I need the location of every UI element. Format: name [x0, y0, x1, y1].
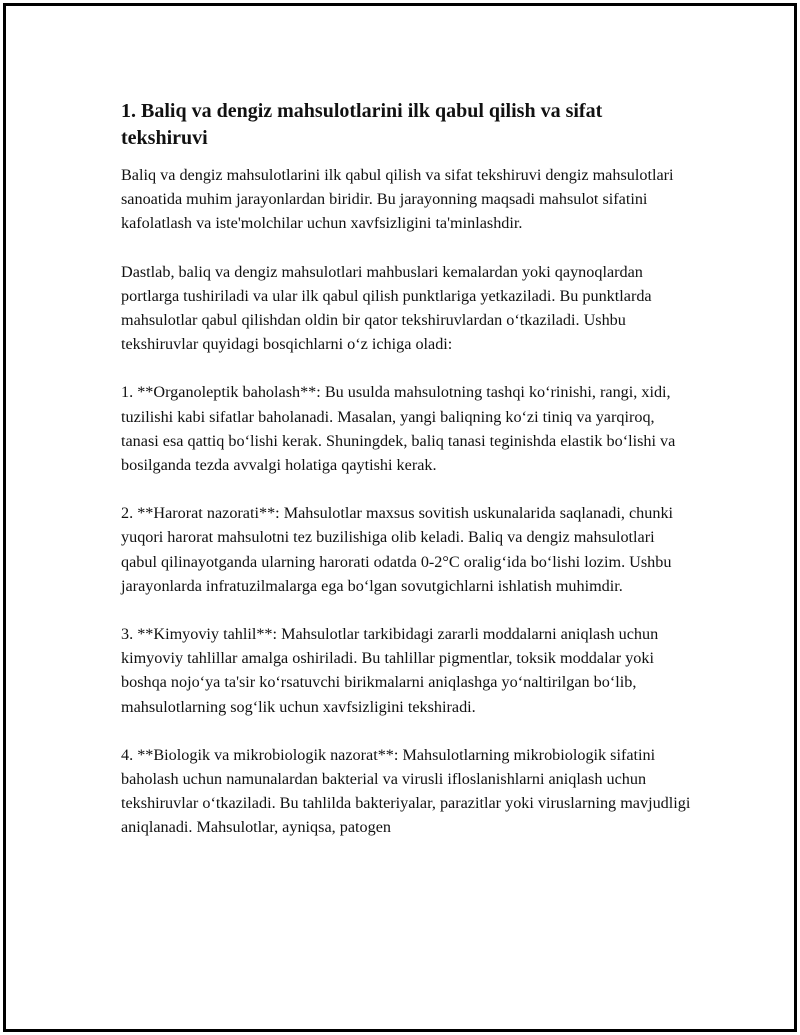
paragraph-chemical: 3. **Kimyoviy tahlil**: Mahsulotlar tarkibidagi zararli moddalarni aniqlash uchun kimyoviy tahlillar amalga oshiriladi. Bu tahlillar pigmentlar, toksik moddalar yoki boshqa nojoʻya ta'sir koʻrsatuvchi birikmalarni aniqlashga yoʻnaltirilgan boʻlib, mahsulotlarning sogʻlik uchun xavfsizligini tekshiradi. — [121, 625, 659, 716]
section-heading: 1. Baliq va dengiz mahsulotlarini ilk qabul qilish va sifat tekshiruvi — [121, 100, 603, 149]
paragraph-microbiological: 4. **Biologik va mikrobiologik nazorat**: Mahsulotlarning mikrobiologik sifatini baholash uchun namunalardan bakterial va virusli ifloslanishlarni aniqlash uchun tekshiruvlar oʻtkaziladi. Bu tahlilda bakteriyalar, parazitlar yoki viruslarning mavjudligi aniqlanadi. Mahsulotlar, ayniqsa, patogen — [121, 745, 691, 837]
page-frame — [3, 3, 797, 1032]
paragraph-process: Dastlab, baliq va dengiz mahsulotlari mahbuslari kemalardan yoki qaynoqlardan portlarga tushiriladi va ular ilk qabul qilish punktlariga yetkaziladi. Bu punktlarda mahsulotlar qabul qilishdan oldin bir qator tekshiruvlardan oʻtkaziladi. Ushbu tekshiruvlar quyidagi bosqichlarni oʻz ichiga oladi: — [121, 262, 652, 354]
document-body — [121, 98, 691, 864]
paragraph-organoleptic: 1. **Organoleptik baholash**: Bu usulda mahsulotning tashqi koʻrinishi, rangi, xidi, tuzilishi kabi sifatlar baholanadi. Masalan, yangi baliqning koʻzi tiniq va yarqiroq, tanasi esa qattiq boʻlishi kerak. Shuningdek, baliq tanasi teginishda elastik boʻlishi va bosilganda tezda avvalgi holatiga qaytishi kerak. — [121, 383, 676, 475]
paragraph-intro: Baliq va dengiz mahsulotlarini ilk qabul qilish va sifat tekshiruvi dengiz mahsulotlari sanoatida muhim jarayonlardan biridir. Bu jarayonning maqsadi mahsulot sifatini kafolatlash va iste'molchilar uchun xavfsizligini ta'minlashdir. — [121, 166, 674, 233]
paragraph-temperature: 2. **Harorat nazorati**: Mahsulotlar maxsus sovitish uskunalarida saqlanadi, chunki yuqori harorat mahsulotni tez buzilishiga olib keladi. Baliq va dengiz mahsulotlari qabul qilinayotganda ularning harorati odatda 0-2°C oraligʻida boʻlishi lozim. Ushbu jarayonlarda infratuzilmalarga ega boʻlgan sovutgichlarni ishlatish muhimdir. — [121, 504, 674, 595]
